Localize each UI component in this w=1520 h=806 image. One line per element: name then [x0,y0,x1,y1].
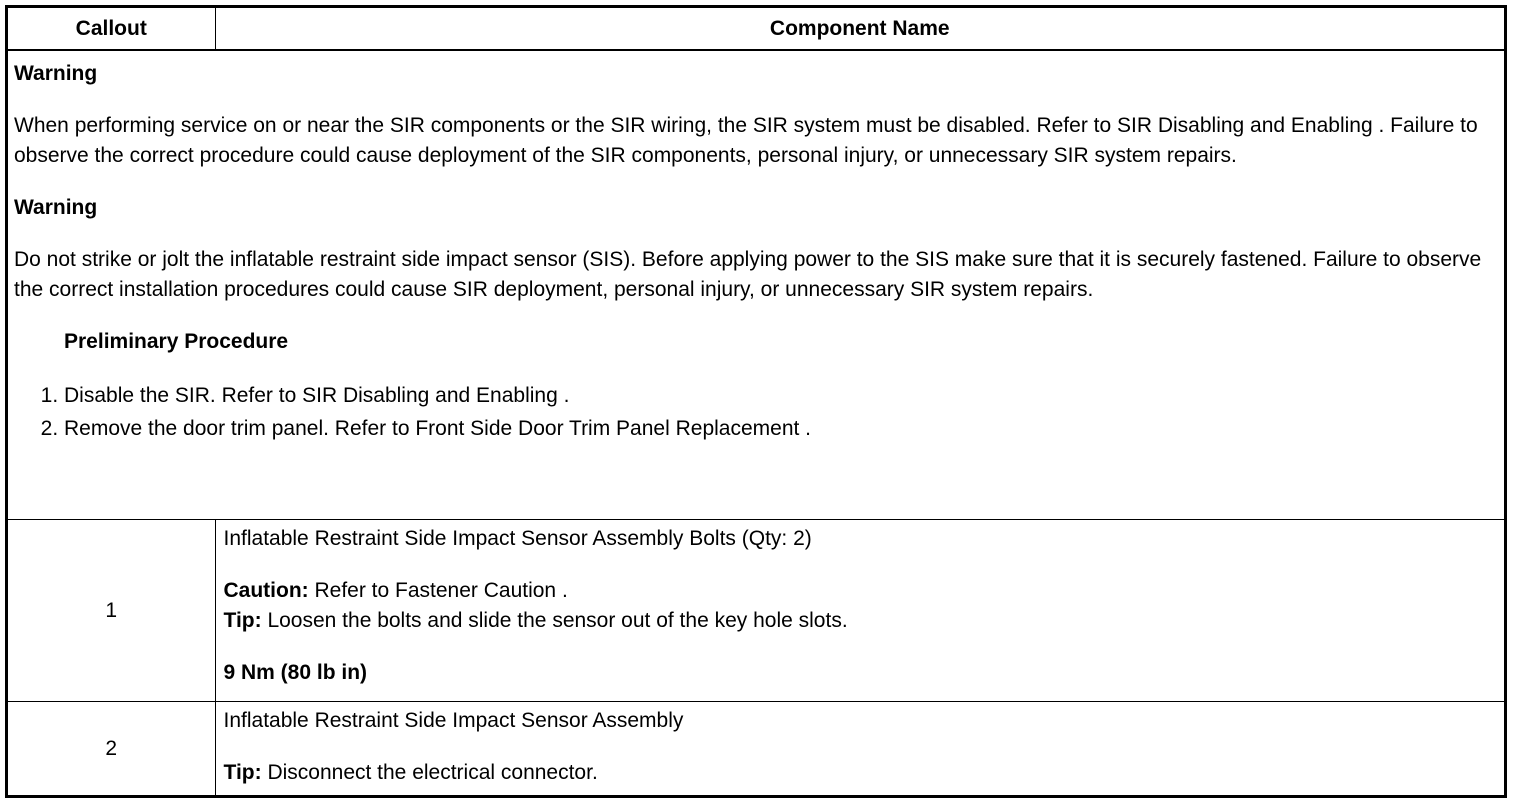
component-detail-cell [215,702,1504,796]
intro-row [8,50,1504,520]
procedure-table [8,8,1504,795]
caution-text: Refer to Fastener Caution . [308,579,568,602]
list-item: 2. Remove the door trim panel. Refer to Front Side Door Trim Panel Replacement . [64,412,1498,445]
procedure-table-frame [5,5,1507,798]
tip-label: Tip: [223,609,262,632]
tip-text: Disconnect the electrical connector. [261,761,598,784]
warning-1-text: When performing service on or near the SIR components or the SIR wiring, the SIR system must be disabled. Refer to SIR Disabling and Enabling . Failure to observe the correct procedure could cause deployment of the SIR components, personal injury, or unnecessary SIR system repairs. [14,114,1478,167]
caution-line [224,576,1497,606]
table-row [8,520,1504,702]
component-name: Inflatable Restraint Side Impact Sensor Assembly Bolts (Qty: 2) [223,527,812,550]
component-name-column-header: Component Name [215,8,1504,50]
torque-spec [224,658,1497,688]
table-header-row [8,8,1504,50]
tip-line [224,606,1497,636]
preliminary-steps-list [14,379,1498,445]
tip-label: Tip: [223,761,262,784]
callout-number: 1 [8,520,215,702]
component-name: Inflatable Restraint Side Impact Sensor Assembly [223,709,684,732]
tip-line [224,758,1497,788]
callout-number: 2 [8,702,215,796]
list-item: 1. Disable the SIR. Refer to SIR Disabling and Enabling . [64,379,1498,412]
intro-cell [8,50,1504,520]
component-detail-cell [215,520,1504,702]
preliminary-procedure-title: Preliminary Procedure [64,330,289,353]
callout-column-header: Callout [8,8,215,50]
torque-value: 9 Nm (80 lb in) [223,661,368,684]
tip-text: Loosen the bolts and slide the sensor out of the key hole slots. [261,609,848,632]
warning-2-title: Warning [14,196,98,219]
table-row [8,702,1504,796]
warning-2-text: Do not strike or jolt the inflatable restraint side impact sensor (SIS). Before applying power to the SIS make sure that it is securely fastened. Failure to observe the correct installation procedures could cause SIR deployment, personal injury, or unnecessary SIR system repairs. [14,248,1482,301]
caution-label: Caution: [223,579,309,602]
warning-1-title: Warning [14,62,98,85]
